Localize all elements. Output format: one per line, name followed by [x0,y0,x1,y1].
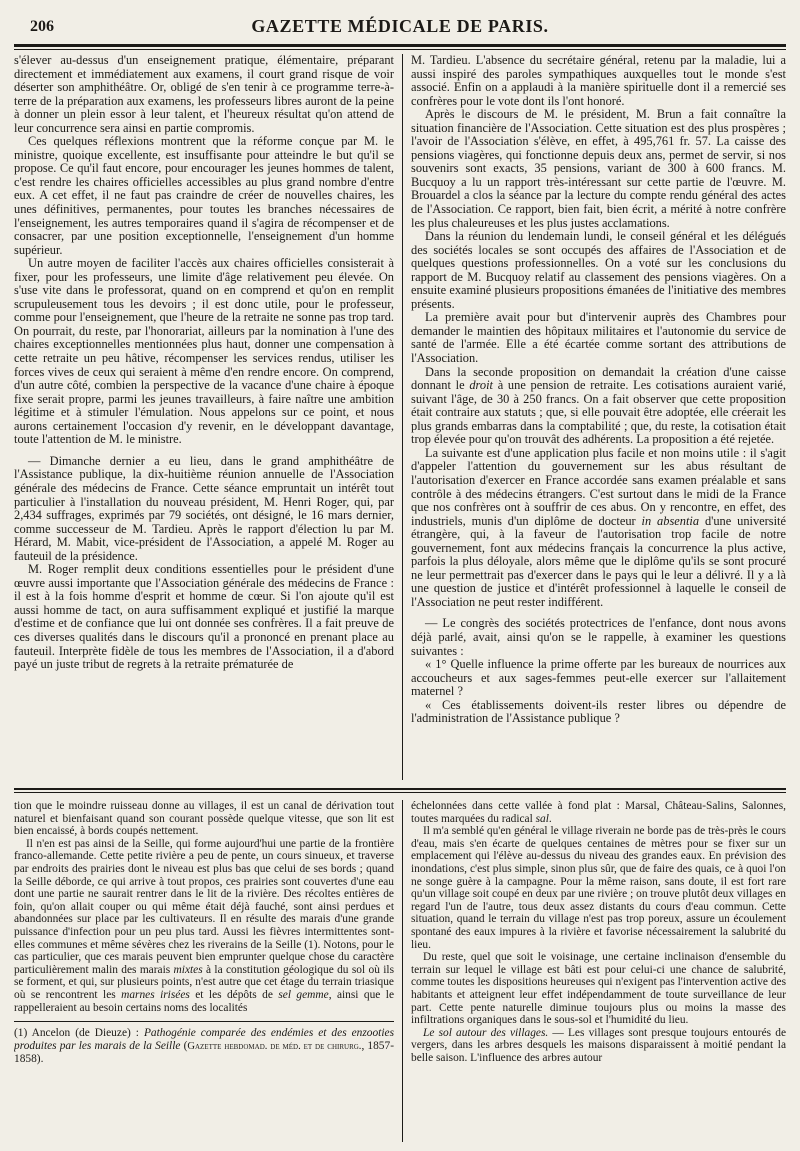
section-divider-thin [14,792,786,793]
text-run: , ainsi que le rappelleraient au besoin certains noms des localités [14,988,394,1014]
paragraph: Ces quelques réflexions montrent que la réforme conçue par M. le ministre, quoique excellente, est insuffisante pour atteindre le but qu'il se propose. Ce qu'il faut encore, pour encourager les jeunes hommes de talent, c'est rendre les chaires officielles accessibles au plus grand nombre d'entre eux. A cet effet, il ne faut pas craindre de créer de nouvelles chaires, les unes définitives, permanentes, pour toutes les branches nécessaires de l'enseignement, les autres temporaires quand il s'agira de récompenser et de consacrer, par une position exceptionnelle, l'enseignement d'un homme supérieur. [14,134,394,257]
paragraph: Après le discours de M. le président, M. Brun a fait connaître la situation financière de l'Association. Cette situation est des plus prospères ; l'avoir de l'Association s'élève, en effet, à 495,761 fr. 57. La caisse des pensions viagères, qui fonctionne depuis deux ans, permet de servir, si nos souvenirs sont exacts, 35 pensions, variant de 300 à 600 francs. M. Bucquoy a lu un rapport très-intéressant sur cette partie de l'œuvre. M. Brouardel a clos la séance par la lecture du compte rendu général des actes de l'Association. Ce rapport, bien fait, bien écrit, a mérité à notre confrère les plus chaleureuses et les plus justes acclamations. [411,107,786,230]
text-run: et les dépôts de [189,988,279,1001]
footnote [14,1027,394,1066]
paragraph: — Le congrès des sociétés protectrices de l'enfance, dont nous avons déjà parlé, avait, ainsi qu'on se le rappelle, à examiner les questions suivantes : [411,616,786,658]
text-run-italic: marnes irisées [121,988,190,1001]
text-run-smallcaps: Gazette hebdomad. de méd. et de chirurg. [187,1040,362,1052]
text-run-italic: Le sol autour des villages. [423,1026,549,1039]
text-run-italic: in absentia [641,513,700,528]
text-run-italic: sel gemme [278,988,329,1001]
text-run-italic: Pathogénie comparée des endémies et des enzooties produites par les marais de la Seille [14,1027,394,1052]
paragraph [411,447,786,610]
text-run: . [548,812,552,825]
paragraph: tion que le moindre ruisseau donne au villages, il est un canal de dérivation tout naturel et bienfaisant quand son courant possède quelque vitesse, que son lit est bien encaissé, à bords coupés nettement. [14,800,394,838]
text-run: à la constitution géologique du sol où ils se forment, et qui, sur plusieurs points, n'est autre que cet étage du terrain triasique où se rencontrent les [14,963,395,1001]
paragraph: — Dimanche dernier a eu lieu, dans le grand amphithéâtre de l'Assistance publique, la dix-huitième réunion annuelle de l'Association générale des médecins de France. Cette séance empruntait un intérêt tout particulier à l'installation du nouveau président, M. Henri Roger, qui, par 2,434 suffrages, exprimés par 79 sociétés, ont désigné, le 16 mars dernier, comme successeur de M. Tardieu. Après le rapport d'élection lu par M. Hérard, M. Mabit, vice-président de l'Association, a appelé M. Roger au fauteuil de la présidence. [14,453,394,563]
page-number: 206 [30,18,54,35]
paragraph: La première avait pour but d'intervenir auprès des Chambres pour demander le maintien des hôpitaux militaires et l'autonomie du service de santé de l'armée. Elle a été écartée comme sortant des attributions de l'Association. [411,310,786,366]
text-run: échelonnées dans cette vallée à fond plat : Marsal, Château-Salins, Salonnes, toutes marquées du radical [411,800,786,825]
main-column-right [402,54,786,780]
main-article [14,54,786,780]
feuilleton-column-right [402,800,786,1142]
paragraph: Il m'a semblé qu'en général le village riverain ne borde pas de très-près le cours d'eau, mais s'en écarte de quelques centaines de mètres pour se fixer sur un emplacement qui l'élève au-dessus du niveau des grandes eaux. En prévision des inondations, c'est plus simple, sinon plus sûr, que de faire des quais, ce à quoi l'on ne songe guère à la campagne. Pour la même raison, sans doute, il est fort rare qu'un village soit coupé en deux par une rivière ; on trouve plutôt deux villages en regard l'un de l'autre, tous deux assez distants du cours d'eau commun. Cette situation, quand le terrain du village n'est pas trop poreux, assure un écoulement spontané des eaux impures à la rivière et favorise nécessairement la salubrité du lieu. [411,825,786,951]
footnote-rule [14,1021,394,1022]
running-title: GAZETTE MÉDICALE DE PARIS. [251,16,549,36]
paragraph: « 1° Quelle influence la prime offerte par les bureaux de nourrices aux accoucheurs et aux sages-femmes peut-elle exercer sur l'allaitement maternel ? [411,657,786,699]
text-run: Il n'en est pas ainsi de la Seille, qui forme aujourd'hui une partie de la frontière franco-allemande. Cette petite rivière a peu de pente, un cours sinueux, et traverse par endroits des prairies dont le niveau est plus bas que celui de ses bords ; quand la Seille déborde, ce qui arrive à tout propos, ces prairies sont couvertes d'une eau dont une partie ne saurait rentrer dans le lit de la rivière. Des récoltes entières de foin, qu'on allait couper ou qui même était déjà fauché, sont ainsi perdues et abandonnées sur place par les cultivateurs. Il en résulte des marais d'une grande puissance d'infection pour un peu plus tard. Aussi les fièvres intermittentes sont-elles communes et même sévères chez les riverains de la Seille (1). Notons, pour le cas particulier, que ces marais peuvent bien emprunter quelque chose du caractère particulièrement malin des marais [14,837,394,976]
paragraph: Dans la réunion du lendemain lundi, le conseil général et les délégués des sociétés locales se sont occupés des affaires de l'Association et de quelques questions professionnelles. On a voté sur les conclusions du rapport de M. Bucquoy relatif au classement des pensions viagères. On a ensuite examiné plusieurs propositions émanées de l'initiative des membres présents. [411,229,786,311]
paragraph: M. Tardieu. L'absence du secrétaire général, retenu par la maladie, lui a aussi inspiré des paroles sympathiques auxquelles tout le monde s'est associé. Enfin on a applaudi à la manière spirituelle dont il a remercié ses confrères pour le vote dont ils l'ont honoré. [411,54,786,108]
page-header [14,16,786,40]
text-run-italic: sal [535,812,549,825]
paragraph: s'élever au-dessus d'un enseignement pratique, élémentaire, préparant directement et immédiatement aux examens, il court grand risque de voir déserter son amphithéâtre. Or, obligé de s'en tenir à ce programme terre-à-terre de la préparation aux examens, les professeurs libres auront de la peine à donner un plein essor à leur talent, et l'heureux résultat qu'on attend de leur concurrence sera ainsi en partie compromis. [14,54,394,135]
text-run: — Les villages sont presque toujours entourés de vergers, dans les arbres desquels les maisons disparaissent à moitié pendant la belle saison. L'influence des arbres autour [411,1026,786,1064]
paragraph: « Ces établissements doivent-ils rester libres ou dépendre de l'administration de l'Assistance publique ? [411,697,786,726]
text-run: à une pension de retraite. Les cotisations auraient varié, suivant l'âge, de 30 à 250 francs. On a fait observer que cette proposition était contraire aux statuts ; que, si elle pouvait être adoptée, elle créerait les plus grands embarras dans la comptabilité ; que, du reste, la cotisation était trop élevée pour qu'on trouvât des adhérents. La proposition a été rejetée. [411,378,786,447]
feuilleton [14,800,786,1142]
text-run: d'une université étrangère, qui, à la faveur de l'autorisation trop facile de notre gouvernement, font aux médecins français la concurrence la plus active, parfois la plus déloyale, alors même que le diplôme qu'ils se sont procuré ne leur permettrait pas d'exercer dans le pays qui le leur a délivré. Il y a là une question de justice et d'intérêt professionnel à laquelle le conseil de l'Association ne peut rester indifférent. [411,513,786,609]
text-run: Dans la seconde proposition on demandait la création d'une caisse donnant le [411,364,786,393]
text-run: (1) Ancelon (de Dieuze) : [14,1027,144,1040]
header-rule-thick [14,44,786,47]
main-column-left [14,54,402,780]
header-rule-thin [14,49,786,50]
text-run: La suivante est d'une application plus facile et non moins utile : il s'agit d'appeler l'attention du gouvernement sur les abus résultant de l'autorisation d'exercer en France accordée sans examen préalable et sans contrôle à des médecins étrangers. C'est surtout dans le midi de la France que nos confrères ont à souffrir de ces abus. On y rencontre, en effet, des industriels, munis d'un diplôme de docteur [411,445,786,528]
paragraph: Un autre moyen de faciliter l'accès aux chaires officielles consisterait à fixer, pour les professeurs, une limite d'âge relativement peu élevée. On s'use vite dans le professorat, quand on en comprend et qu'on en remplit scrupuleusement tous les devoirs ; il est donc utile, pour le professeur, comme pour l'enseignement, que l'heure de la retraite ne sonne pas trop tard. On pourrait, du reste, par l'honorariat, ailleurs par la nomination à l'une des chaires exceptionnelles mentionnées plus haut, donner une compensation à cette retraite un peu hâtive, récompenser les services rendus, utiliser les forces vives de ceux qui seraient à même d'en rendre encore. On comprend, d'un autre côté, combien la perspective de la vacance d'une chaire à époque fixe serait propre, parmi les jeunes travailleurs, à faire naître une ambition légitime et à stimuler l'émulation. Nous appelons sur ce point, et nous aurons certainement l'occasion d'y revenir, en le développant davantage, toute l'attention de M. le ministre. [14,256,394,447]
paragraph [14,838,394,1014]
section-divider [14,788,786,790]
text-run: ( [180,1039,188,1052]
text-run-italic: mixtes [173,963,203,976]
text-run-italic: droit [469,378,493,393]
text-run: , 1857-1858). [14,1039,394,1066]
paragraph: Du reste, quel que soit le voisinage, une certaine inclinaison d'ensemble du terrain sur lequel le village est bâti est pour celui-ci une chance de salubrité, comme toutes les dispositions heureuses qui n'exigent pas l'intervention active des habitants et atteignent leur effet indépendamment de toute surveillance de leur part. Cette pente naturelle diminue toujours plus ou moins la masse des infiltrations organiques dans le sous-sol et l'humidité du lieu. [411,951,786,1027]
paragraph [411,1027,786,1065]
paragraph [411,366,786,447]
feuilleton-column-left [14,800,402,1142]
paragraph [411,800,786,825]
paragraph: M. Roger remplit deux conditions essentielles pour le président d'une œuvre aussi importante que l'Association générale des médecins de France : il est à la fois homme d'esprit et homme de cœur. Si l'on ajoute qu'il est aussi homme de tact, on aura suffisamment expliqué et justifié la marque d'estime et de confiance que lui ont donnée ses confrères. Il a fait preuve de ces diverses qualités dans le discours qu'il a prononcé en prenant place au fauteuil. Interprète fidèle de tous les membres de l'Association, il a d'abord payé un juste tribut de regrets à la retraite prématurée de [14,562,394,672]
